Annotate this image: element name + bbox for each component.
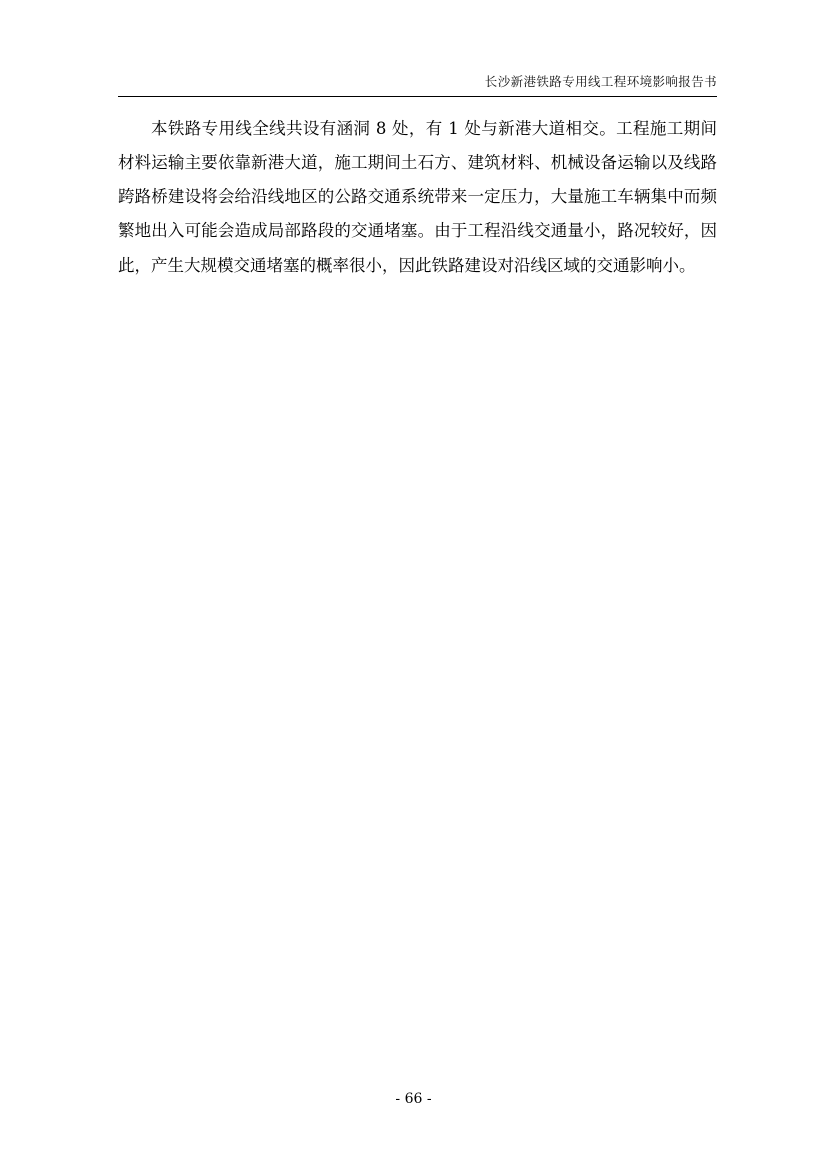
document-body (118, 112, 717, 283)
header-divider (118, 96, 717, 97)
body-paragraph: 本铁路专用线全线共设有涵洞 8 处，有 1 处与新港大道相交。工程施工期间材料运输主要依靠新港大道，施工期间土石方、建筑材料、机械设备运输以及线路跨路桥建设将会给沿线地区的公路交通系统带来一定压力，大量施工车辆集中而频繁地出入可能会造成局部路段的交通堵塞。由于工程沿线交通量小，路况较好，因此，产生大规模交通堵塞的概率很小，因此铁路建设对沿线区域的交通影响小。 (118, 119, 717, 275)
page-number: - 66 - (395, 1091, 432, 1107)
page-header: 长沙新港铁路专用线工程环境影响报告书 (484, 74, 717, 89)
